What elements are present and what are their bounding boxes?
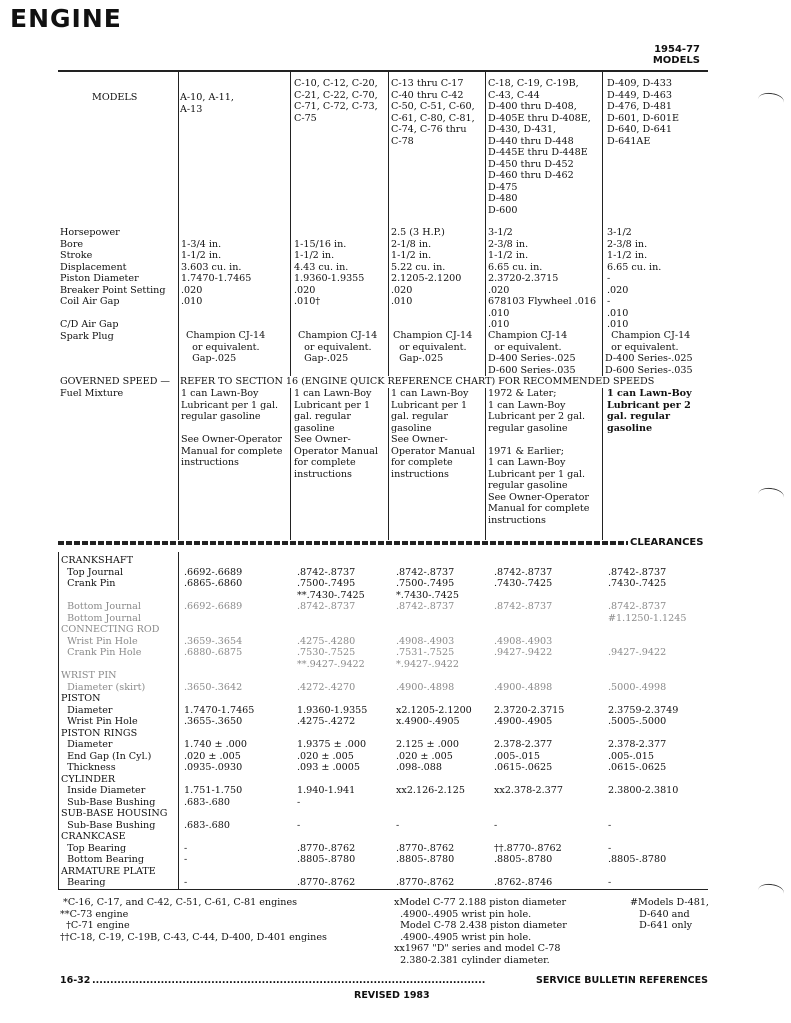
models-header: MODELS [92, 92, 138, 103]
spec-col-1: 1-3/4 in. 1-1/2 in. 3.603 cu. in. 1.7470-1.7465 .020 .010 [181, 238, 252, 307]
years: 1954-77 [654, 44, 700, 55]
footnotes-middle: xModel C-77 2.188 piston diameter .4900-.4905 wrist pin hole. Model C-78 2.438 piston diameter .4900-.4905 wrist pin hole. xx1967 "D" series and model C-78 2.380-2.381 cylinder diameter. [394, 897, 567, 966]
service-bulletin-references: SERVICE BULLETIN REFERENCES [536, 975, 708, 986]
clr-col-3-a: .8742-.8737 .7500-.7495 *.7430-.7425 [396, 566, 459, 601]
fuel-col-4: 1972 & Later; 1 can Lawn-Boy Lubricant per 2 gal. regular gasoline 1971 & Earlier; 1 can Lawn-Boy Lubricant per 1 gal. regular gasoline See Owner-Operator Manual for complete instructions [488, 388, 590, 526]
page-number: 16-32 [60, 975, 91, 986]
models-col-1: A-10, A-11, A-13 [180, 92, 234, 115]
clr-col-5-a: .8742-.8737 .7430-.7425 [608, 566, 667, 589]
spec-col-3: 2.5 (3 H.P.) 2-1/8 in. 1-1/2 in. 5.22 cu. in. 2.1205-2.1200 .020 .010 [391, 227, 462, 307]
col-divider-3 [388, 70, 389, 540]
binder-mark-2 [757, 486, 785, 504]
clr-col-5-c: 2.3759-2.3749 .5005-.5000 2.378-2.377 .005-.015 .0615-.0625 2.3800-2.3810 - - .8805-.8780 - [608, 704, 679, 888]
spark-col-1: Champion CJ-14 or equivalent. Gap-.025 [186, 330, 266, 364]
fuel-col-1: 1 can Lawn-Boy Lubricant per 1 gal. regular gasoline See Owner-Operator Manual for complete instructions [181, 388, 283, 468]
clr-labels-crankshaft: CRANKSHAFT Top Journal Crank Pin [61, 555, 133, 589]
spec-col-5: 3-1/2 2-3/8 in. 1-1/2 in. 6.65 cu. in. - .020 - .010 .010 [607, 227, 662, 330]
clr-left-border [58, 552, 59, 890]
fuel-col-2: 1 can Lawn-Boy Lubricant per 1 gal. regular gasoline See Owner- Operator Manual for complete instructions [294, 388, 378, 480]
dot-leader: ............................................................................................................. [92, 975, 486, 986]
fuel-col-3: 1 can Lawn-Boy Lubricant per 1 gal. regular gasoline See Owner- Operator Manual for complete instructions [391, 388, 475, 480]
clr-labels-rod: Bottom Journal Bottom Journal CONNECTING ROD Wrist Pin Hole Crank Pin Hole WRIST PIN Diameter (skirt) [61, 601, 160, 693]
years-models-label [600, 44, 700, 66]
spec-col-4: 3-1/2 2-3/8 in. 1-1/2 in. 6.65 cu. in. 2.3720-2.3715 .020 678103 Flywheel .016 .010 .010 [488, 227, 597, 330]
clr-divider-1 [178, 552, 179, 890]
col-divider-4 [485, 70, 486, 540]
clr-col-4-a: .8742-.8737 .7430-.7425 [494, 566, 553, 589]
spark-col-2: Champion CJ-14 or equivalent. Gap-.025 [298, 330, 378, 364]
models-col-3: C-13 thru C-17 C-40 thru C-42 C-50, C-51, C-60, C-61, C-80, C-81, C-74, C-76 thru C-78 [391, 78, 475, 147]
col-divider-2 [290, 70, 291, 540]
clr-col-3-c: x2.1205-2.1200 x.4900-.4905 2.125 ± .000 .020 ± .005 .098-.088 xx2.126-2.125 - .8770-.8762 .8805-.8780 .8770-.8762 [396, 704, 472, 888]
clr-col-3-b: .8742-.8737 .4908-.4903 .7531-.7525 *.9427-.9422 .4900-.4898 [396, 601, 459, 693]
spark-col-5: Champion CJ-14 or equivalent. D-400 Series-.025 D-600 Series-.035 [605, 330, 693, 376]
spec-labels: Horsepower Bore Stroke Displacement Piston Diameter Breaker Point Setting Coil Air Gap C/D Air Gap Spark Plug [60, 227, 166, 342]
governed-text: REFER TO SECTION 16 (ENGINE QUICK REFERENCE CHART) FOR RECOMMENDED SPEEDS [180, 376, 655, 387]
clr-col-1-b: .6692-.6689 .3659-.3654 .6880-.6875 .3650-.3642 [184, 601, 243, 693]
revised-date: REVISED 1983 [354, 990, 430, 1001]
clr-col-2-a: .8742-.8737 .7500-.7495 **.7430-.7425 [297, 566, 365, 601]
clearances-label: CLEARANCES [630, 537, 704, 548]
top-table-top-border [58, 70, 708, 72]
spec-col-2: 1-15/16 in. 1-1/2 in. 4.43 cu. in. 1.9360-1.9355 .020 .010† [294, 238, 365, 307]
clr-labels-piston: PISTON Diameter Wrist Pin Hole PISTON RINGS Diameter End Gap (In Cyl.) Thickness CYLINDER Inside Diameter Sub-Base Bushing SUB-BASE HOUSING Sub-Base Bushing CRANKCASE Top Bearing Bottom Bearing ARMATURE PLATE Bearing [61, 693, 168, 888]
clr-col-1-a: .6692-.6689 .6865-.6860 [184, 566, 243, 589]
clr-col-2-c: 1.9360-1.9355 .4275-.4272 1.9375 ± .000 .020 ± .005 .093 ± .0005 1.940-1.941 - - .8770-.8762 .8805-.8780 .8770-.8762 [297, 704, 368, 888]
footnotes-left: *C-16, C-17, and C-42, C-51, C-61, C-81 engines **C-73 engine †C-71 engine ††C-18, C-19, C-19B, C-43, C-44, D-400, D-401 engines [60, 897, 327, 943]
clr-col-4-b: .8742-.8737 .4908-.4903 .9427-.9422 .4900-.4898 [494, 601, 553, 693]
clr-col-5-b: .8742-.8737 #1.1250-1.1245 .9427-.9422 .5000-.4998 [608, 601, 687, 693]
binder-mark-1 [757, 91, 785, 109]
clr-bottom-border [58, 889, 708, 890]
spark-col-4: Champion CJ-14 or equivalent. D-400 Series-.025 D-600 Series-.035 [488, 330, 576, 376]
binder-mark-3 [757, 882, 785, 900]
clr-col-1-c: 1.7470-1.7465 .3655-.3650 1.740 ± .000 .020 ± .005 .0935-.0930 1.751-1.750 .683-.680 .683-.680 - - - [184, 704, 255, 888]
clr-col-4-c: 2.3720-2.3715 .4900-.4905 2.378-2.377 .005-.015 .0615-.0625 xx2.378-2.377 - ††.8770-.8762 .8805-.8780 .8762-.8746 [494, 704, 565, 888]
fuel-col-5: 1 can Lawn-Boy Lubricant per 2 gal. regular gasoline [607, 388, 692, 434]
models-label: MODELS [652, 55, 700, 66]
col-divider-1 [178, 70, 179, 540]
col-divider-5 [602, 70, 603, 540]
governed-label: GOVERNED SPEED — Fuel Mixture [60, 376, 171, 399]
models-col-4: C-18, C-19, C-19B, C-43, C-44 D-400 thru D-408, D-405E thru D-408E, D-430, D-431, D-440 thru D-448 D-445E thru D-448E D-450 thru D-452 D-460 thru D-462 D-475 D-480 D-600 [488, 78, 591, 216]
clr-col-2-b: .8742-.8737 .4275-.4280 .7530-.7525 **.9427-.9422 .4272-.4270 [297, 601, 365, 693]
models-col-5: D-409, D-433 D-449, D-463 D-476, D-481 D-601, D-601E D-640, D-641 D-641AE [607, 78, 679, 147]
page-title: ENGINE [10, 4, 122, 33]
clearances-divider [58, 541, 628, 545]
spark-col-3: Champion CJ-14 or equivalent. Gap-.025 [393, 330, 473, 364]
models-col-2: C-10, C-12, C-20, C-21, C-22, C-70, C-71, C-72, C-73, C-75 [294, 78, 378, 124]
footnotes-right: #Models D-481, D-640 and D-641 only [630, 897, 709, 931]
